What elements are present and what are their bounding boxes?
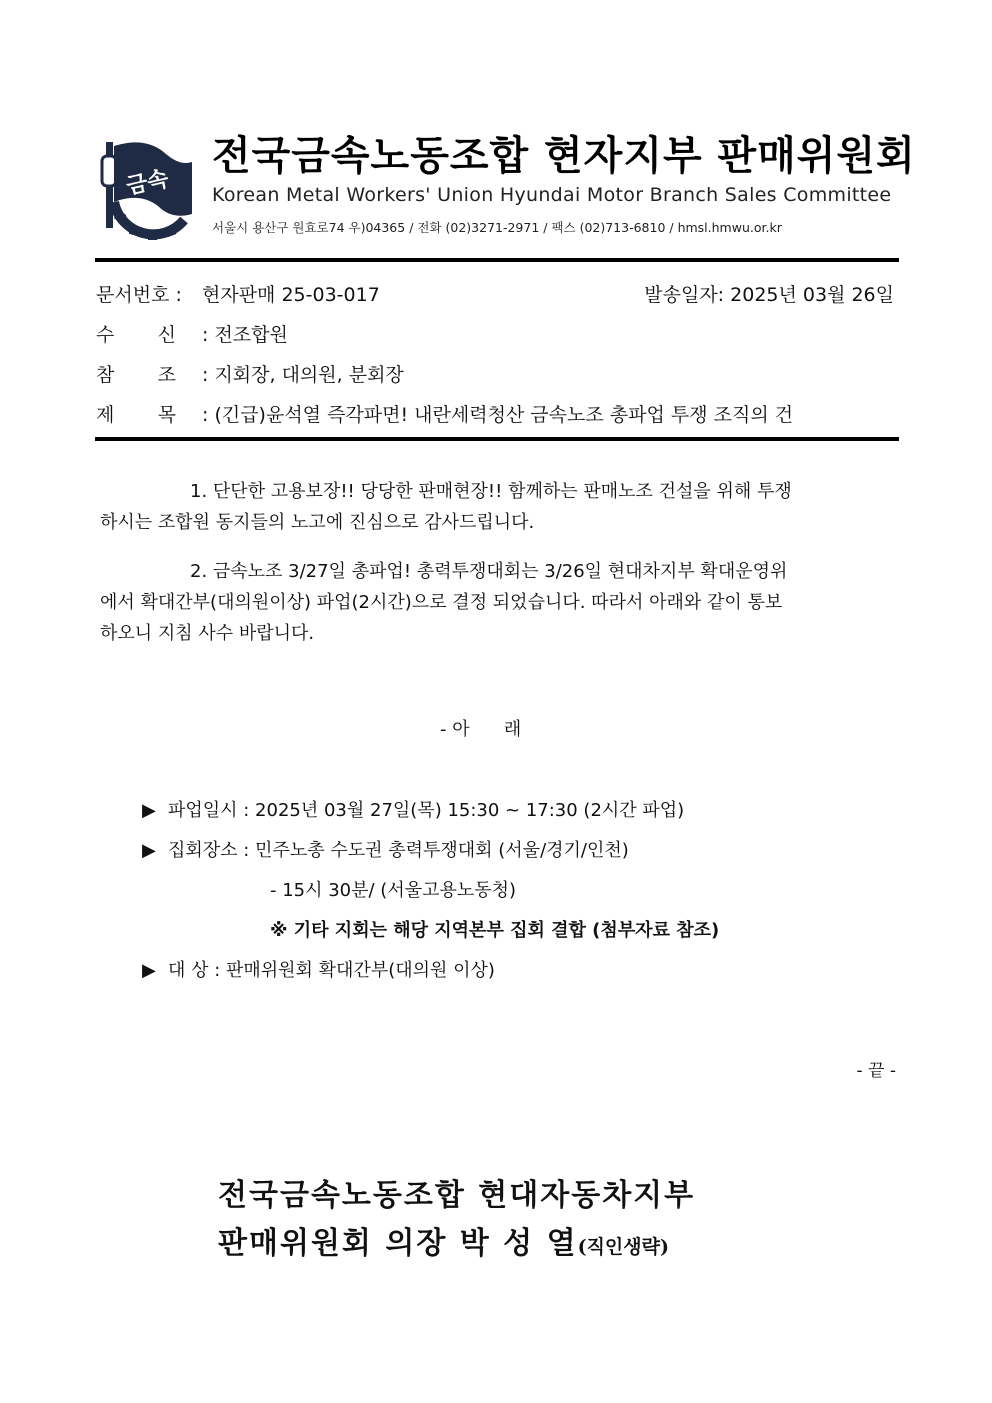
recipient-label-1: 수 [96, 324, 115, 346]
send-date-label: 발송일자: [644, 284, 725, 306]
send-date: 2025년 03월 26일 [730, 284, 894, 306]
bullet-icon: ▶ [142, 960, 156, 981]
notice-item-target [142, 956, 495, 982]
recipient: : 전조합원 [202, 324, 288, 346]
paragraph-2 [100, 556, 900, 649]
notice-item-location-note: ※ 기타 지회는 해당 지역본부 집회 결합 (첨부자료 참조) [270, 920, 720, 941]
notice-item-location-sub: - 15시 30분/ (서울고용노동청) [270, 880, 517, 901]
paragraph-2-line-2: 에서 확대간부(대의원이상) 파업(2시간)으로 결정 되었습니다. 따라서 아래와 같이 통보 [100, 592, 783, 613]
reference-label-2: 조 [157, 364, 176, 386]
doc-number: 현자판매 25-03-017 [202, 284, 380, 306]
seal-omitted-note: (직인생략) [577, 1236, 669, 1258]
doc-number-label: 문서번호 : [96, 284, 182, 306]
union-logo [96, 132, 196, 244]
signature-chair-name: 판매위원회 의장 박 성 열 [218, 1226, 578, 1261]
bullet-icon: ▶ [142, 800, 156, 821]
bullet-icon: ▶ [142, 840, 156, 861]
paragraph-1 [100, 476, 900, 538]
notice-heading: - 아 래 [440, 719, 522, 740]
paragraph-1-line-1: 1. 단단한 고용보장!! 당당한 판매현장!! 함께하는 판매노조 건설을 위해 투쟁 [190, 481, 792, 502]
subject-label-2: 목 [157, 404, 176, 426]
recipient-row [96, 320, 288, 347]
logo-text: 금속 [124, 166, 171, 200]
reference-row [96, 360, 404, 387]
notice-item-location-text: 집회장소 : 민주노총 수도권 총력투쟁대회 (서울/경기/인천) [168, 840, 629, 861]
send-date-row [644, 280, 894, 307]
paragraph-1-line-2: 하시는 조합원 동지들의 노고에 진심으로 감사드립니다. [100, 512, 535, 533]
notice-item-location [142, 836, 629, 862]
paragraph-2-line-3: 하오니 지침 사수 바랍니다. [100, 623, 315, 644]
doc-number-row [96, 280, 380, 307]
signature-chair [218, 1218, 669, 1262]
flag-fist-gear-icon [96, 132, 196, 244]
paragraph-2-line-1: 2. 금속노조 3/27일 총파업! 총력투쟁대회는 3/26일 현대차지부 확대운영위 [190, 561, 788, 582]
recipient-label-2: 신 [157, 324, 176, 346]
org-address: 서울시 용산구 원효로74 우)04365 / 전화 (02)3271-2971 / 팩스 (02)713-6810 / hmsl.hmwu.or.kr [212, 220, 782, 235]
signature-org: 전국금속노동조합 현대자동차지부 [218, 1178, 696, 1213]
reference: : 지회장, 대의원, 분회장 [202, 364, 404, 386]
subject-label-1: 제 [96, 404, 115, 426]
notice-item-strike-time [142, 796, 684, 822]
subject: : (긴급)윤석열 즉각파면! 내란세력청산 금속노조 총파업 투쟁 조직의 건 [202, 404, 794, 426]
document-end-mark: - 끝 - [856, 1061, 896, 1081]
notice-item-strike-time-text: 파업일시 : 2025년 03월 27일(목) 15:30 ~ 17:30 (2시간 파업) [168, 800, 685, 821]
notice-item-target-text: 대 상 : 판매위원회 확대간부(대의원 이상) [168, 960, 495, 981]
org-title-english: Korean Metal Workers' Union Hyundai Motor Branch Sales Committee [212, 184, 892, 206]
header-divider-bottom [95, 437, 899, 441]
header-divider-top [95, 258, 899, 262]
reference-label-1: 참 [96, 364, 115, 386]
org-title: 전국금속노동조합 현자지부 판매위원회 [212, 133, 916, 179]
subject-row [96, 400, 793, 427]
